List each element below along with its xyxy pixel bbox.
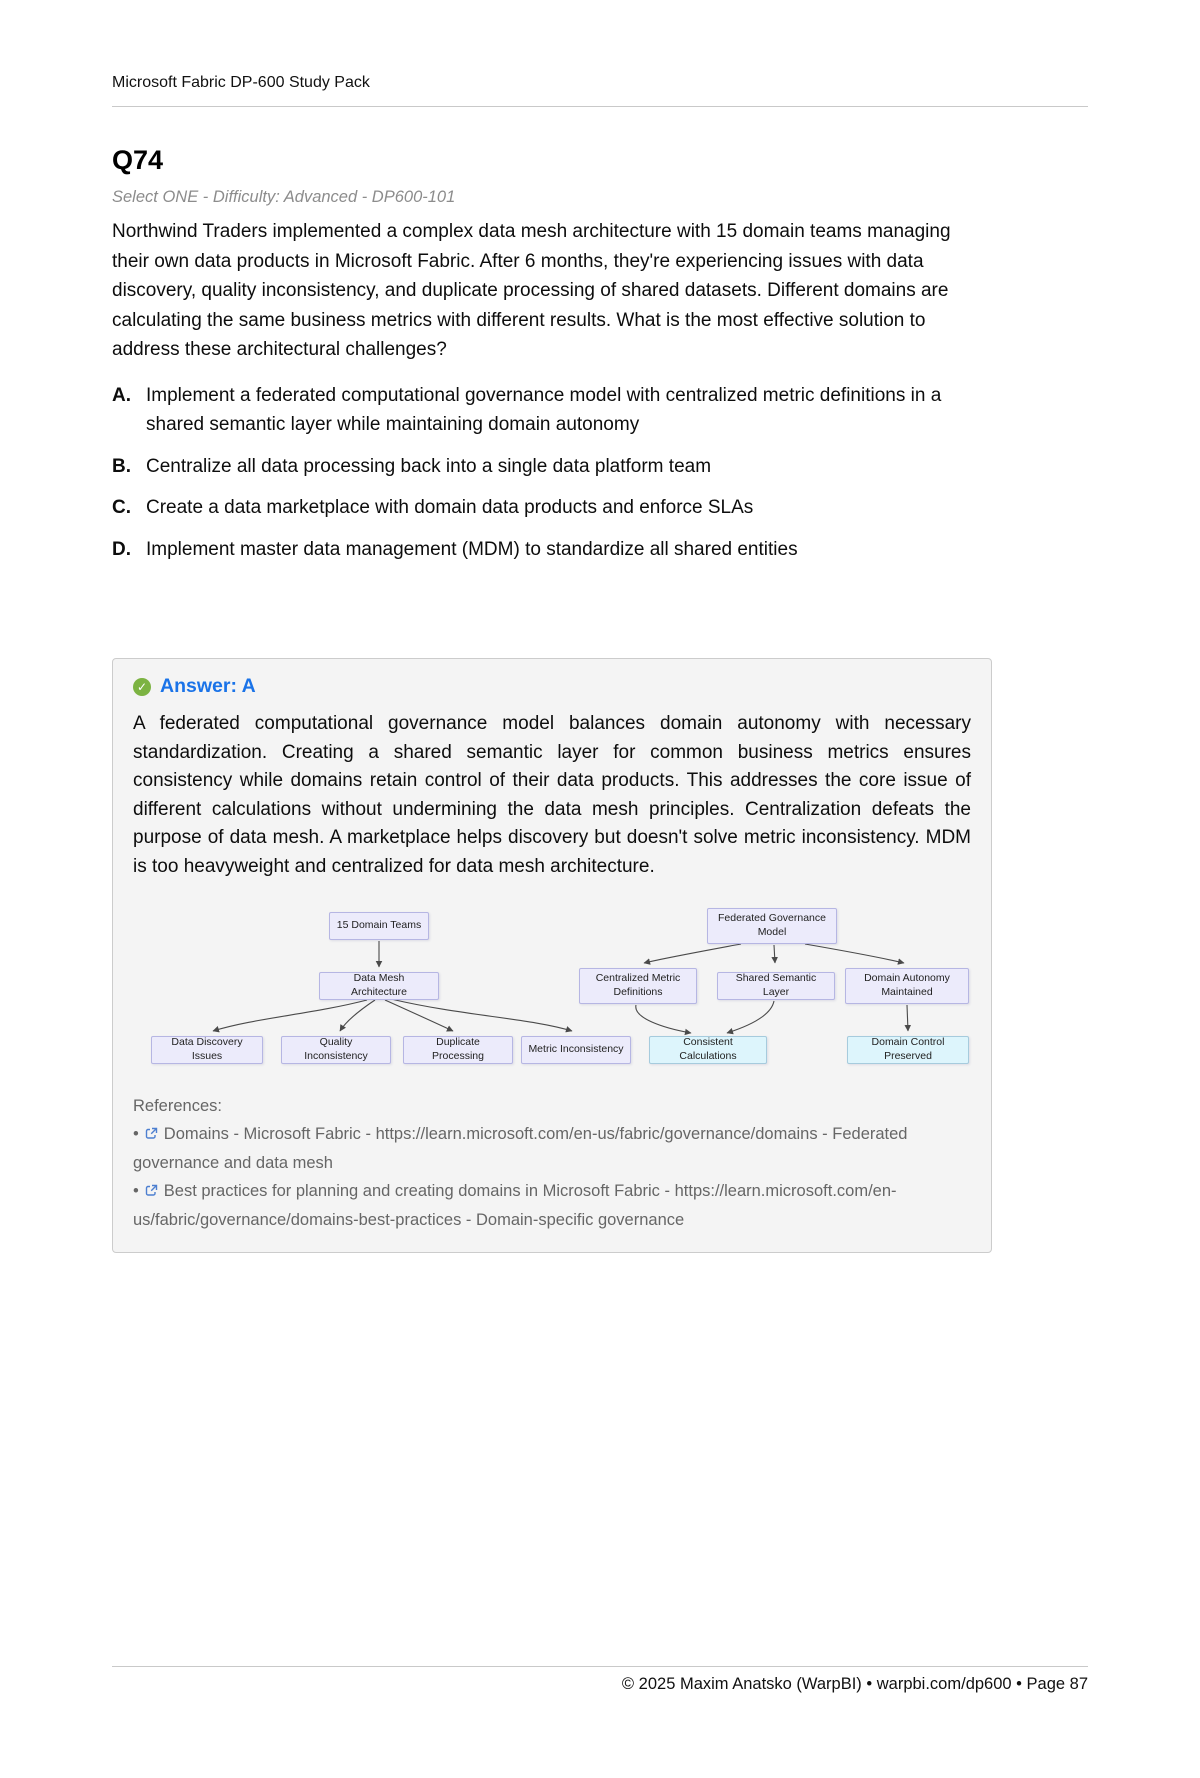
diagram-node-15-domain-teams: 15 Domain Teams	[329, 912, 429, 940]
diagram-node-domain-autonomy-maintained: Domain Autonomy Maintained	[845, 968, 969, 1004]
header-divider	[112, 106, 1088, 107]
option-a-text: Implement a federated computational governance model with centralized metric definitions in a shared semantic layer while maintaining domain autonomy	[146, 384, 942, 435]
option-b-text: Centralize all data processing back into a single data platform team	[146, 455, 712, 477]
references-label: References:	[133, 1096, 222, 1115]
reference-item	[133, 1120, 971, 1177]
option-d-text: Implement master data management (MDM) to standardize all shared entities	[146, 538, 798, 560]
question-meta: Select ONE - Difficulty: Advanced - DP600-101	[112, 188, 456, 206]
answer-label: Answer: A	[160, 675, 256, 697]
bullet: •	[133, 1124, 139, 1143]
diagram-node-shared-semantic-layer: Shared Semantic Layer	[717, 972, 835, 1000]
answer-header	[133, 675, 971, 698]
diagram-node-data-mesh-architecture: Data Mesh Architecture	[319, 972, 439, 1000]
answer-box	[112, 658, 992, 1253]
question-block	[112, 145, 992, 1253]
diagram-node-metric-inconsistency: Metric Inconsistency	[521, 1036, 631, 1064]
architecture-diagram	[133, 906, 973, 1078]
references-section	[133, 1092, 971, 1234]
option-c	[112, 493, 992, 523]
option-d	[112, 535, 992, 565]
options-list	[112, 381, 992, 565]
question-id: Q74	[112, 145, 164, 175]
diagram-node-duplicate-processing: Duplicate Processing	[403, 1036, 513, 1064]
diagram-node-quality-inconsistency: Quality Inconsistency	[281, 1036, 391, 1064]
diagram-node-domain-control-preserved: Domain Control Preserved	[847, 1036, 969, 1064]
diagram-node-federated-governance-model: Federated Governance Model	[707, 908, 837, 944]
page-footer	[112, 1666, 1088, 1694]
reference-link[interactable]: Best practices for planning and creating domains in Microsoft Fabric - https://learn.microsoft.com/en-us/fabric/governance/domains-best-practices - Domain-specific governance	[133, 1181, 897, 1229]
option-b-letter: B.	[112, 455, 131, 477]
footer-text: © 2025 Maxim Anatsko (WarpBI) • warpbi.com/dp600 • Page 87	[621, 1675, 1088, 1693]
header-title: Microsoft Fabric DP-600 Study Pack	[112, 74, 370, 91]
page-header	[112, 74, 1088, 107]
external-link-icon	[145, 1121, 158, 1149]
option-d-letter: D.	[112, 538, 131, 560]
bullet: •	[133, 1181, 139, 1200]
reference-link[interactable]: Domains - Microsoft Fabric - https://learn.microsoft.com/en-us/fabric/governance/domains - Federated governance and data mesh	[133, 1124, 908, 1172]
diagram-node-consistent-calculations: Consistent Calculations	[649, 1036, 767, 1064]
option-b	[112, 452, 992, 482]
question-text: Northwind Traders implemented a complex data mesh architecture with 15 domain teams managing their own data products in Microsoft Fabric. After 6 months, they're experiencing issues with data discovery, quality inconsistency, and duplicate processing of shared datasets. Different domains are calculating the same business metrics with different results. What is the most effective solution to address these architectural challenges?	[112, 221, 951, 360]
option-a-letter: A.	[112, 384, 131, 406]
diagram-node-data-discovery-issues: Data Discovery Issues	[151, 1036, 263, 1064]
footer-divider	[112, 1666, 1088, 1667]
option-a	[112, 381, 992, 440]
option-c-text: Create a data marketplace with domain data products and enforce SLAs	[146, 497, 754, 518]
reference-item	[133, 1177, 971, 1234]
option-c-letter: C.	[112, 497, 131, 518]
answer-explanation: A federated computational governance model balances domain autonomy with necessary standardization. Creating a shared semantic layer for common business metrics ensures consistency while domains retain control of their data products. This addresses the core issue of different calculations without undermining the data mesh principles. Centralization defeats the purpose of data mesh. A marketplace helps discovery but doesn't solve metric inconsistency. MDM is too heavyweight and centralized for data mesh architecture.	[133, 713, 971, 877]
page	[0, 74, 1200, 1778]
check-circle-icon: ✓	[133, 678, 151, 696]
diagram-node-centralized-metric-definitions: Centralized Metric Definitions	[579, 968, 697, 1004]
external-link-icon	[145, 1178, 158, 1206]
